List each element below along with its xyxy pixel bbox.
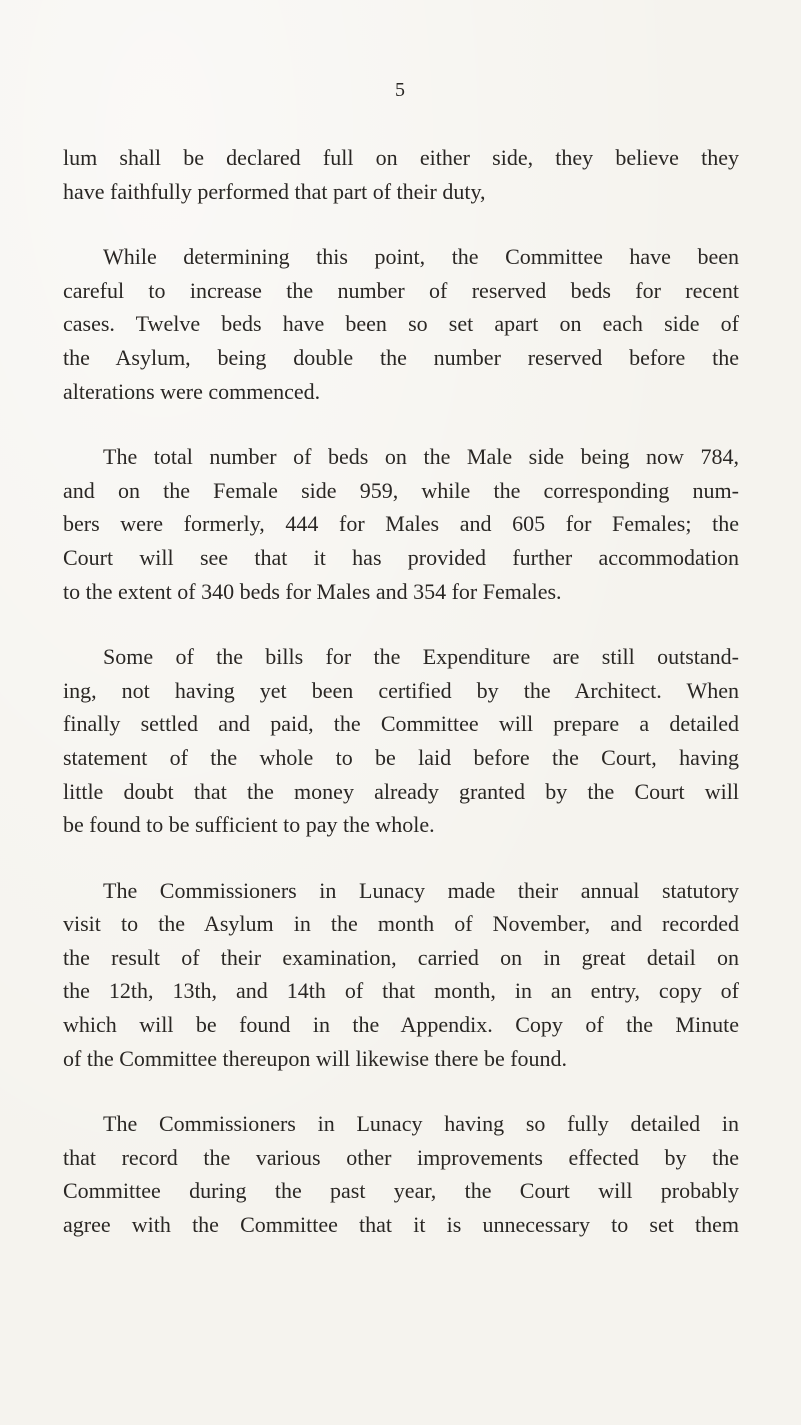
paragraph-5 — [63, 874, 739, 1076]
text-line: statement of the whole to be laid before the Court, having — [63, 744, 739, 770]
text-line: The total number of beds on the Male side being now 784, — [103, 444, 739, 470]
text-line: Committee during the past year, the Court will probably — [63, 1178, 739, 1204]
text-line: agree with the Committee that it is unnecessary to set them — [63, 1212, 739, 1238]
text-line: cases. Twelve beds have been so set apart on each side of — [63, 311, 739, 337]
text-line: which will be found in the Appendix. Copy of the Minute — [63, 1012, 739, 1038]
text-line: little doubt that the money already granted by the Court will — [63, 778, 739, 804]
text-line: visit to the Asylum in the month of November, and recorded — [63, 911, 739, 937]
text-line: the 12th, 13th, and 14th of that month, in an entry, copy of — [63, 978, 739, 1004]
text-line: of the Committee thereupon will likewise there be found. — [63, 1045, 568, 1071]
text-line: have faithfully performed that part of their duty, — [63, 178, 486, 204]
text-line: lum shall be declared full on either side, they believe they — [63, 145, 739, 170]
text-line: The Commissioners in Lunacy having so fully detailed in — [103, 1111, 739, 1137]
text-line: the Asylum, being double the number reserved before the — [63, 344, 739, 370]
text-line: ing, not having yet been certified by the Architect. When — [63, 677, 739, 703]
text-line: careful to increase the number of reserved beds for recent — [63, 277, 739, 303]
paragraph-4 — [63, 640, 739, 842]
text-line: Some of the bills for the Expenditure are still outstand- — [103, 644, 739, 670]
text-line: The Commissioners in Lunacy made their annual statutory — [103, 877, 739, 903]
text-line: and on the Female side 959, while the corresponding num- — [63, 477, 739, 503]
text-line: be found to be sufficient to pay the whole. — [63, 812, 435, 838]
text-line: While determining this point, the Committee have been — [103, 244, 739, 270]
text-line: finally settled and paid, the Committee will prepare a detailed — [63, 711, 739, 737]
text-line: bers were formerly, 444 for Males and 605 for Females; the — [63, 511, 739, 537]
text-line: to the extent of 340 beds for Males and 354 for Females. — [63, 578, 562, 604]
text-line: the result of their examination, carried on in great detail on — [63, 944, 739, 970]
text-line: that record the various other improvements effected by the — [63, 1144, 739, 1170]
paragraph-6 — [63, 1107, 739, 1241]
paragraph-1 — [63, 141, 739, 208]
page-number: 5 — [395, 79, 406, 101]
text-line: Court will see that it has provided further accommodation — [63, 544, 739, 570]
paragraph-3 — [63, 440, 739, 608]
paragraph-2 — [63, 240, 739, 408]
body-text — [63, 141, 739, 1242]
text-line: alterations were commenced. — [63, 378, 321, 404]
